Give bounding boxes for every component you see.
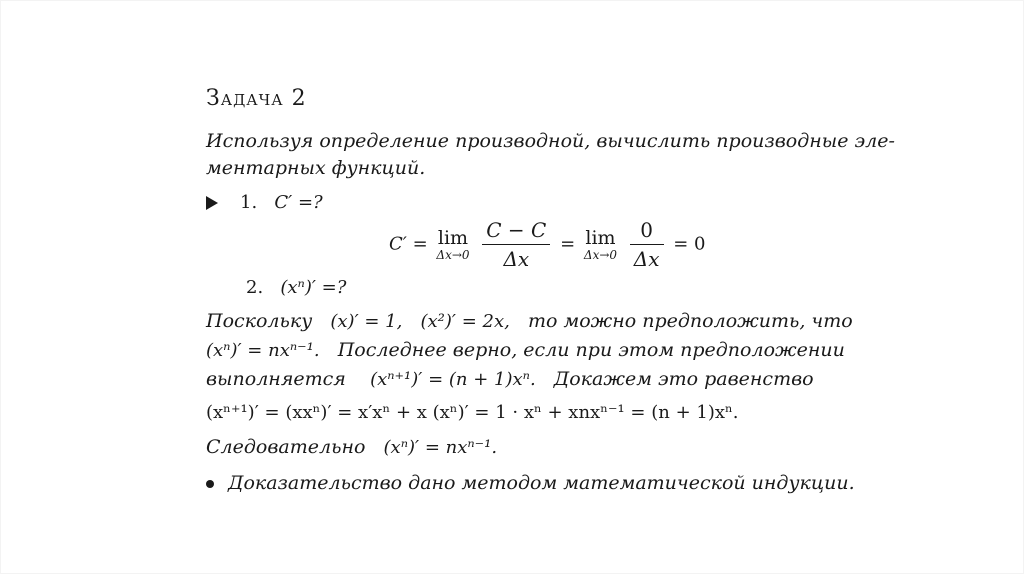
para-l5-math: (xⁿ)′ = nxⁿ⁻¹. <box>383 437 498 458</box>
fraction-1 <box>482 218 550 271</box>
fraction-2 <box>630 218 664 271</box>
fraction-2-denominator: Δx <box>633 247 660 271</box>
para-l3-text-1: выполняется <box>206 368 346 390</box>
task-title: Задача 2 <box>206 86 307 111</box>
item-1-header <box>206 192 323 213</box>
limit-1-sub: Δx→0 <box>436 247 470 262</box>
para-line-2 <box>206 339 845 361</box>
para-line-3 <box>206 368 814 390</box>
intro-line-1: Используя определение производной, вычислить производные эле- <box>206 130 895 152</box>
item-2-header <box>246 277 346 298</box>
bullet-text: Доказательство дано методом математической индукции. <box>228 472 855 494</box>
formula-eq: = <box>560 233 576 255</box>
limit-2-sub: Δx→0 <box>583 247 618 262</box>
formula-result: = 0 <box>673 233 706 255</box>
para-l1-math-1: (x)′ = 1, <box>330 311 403 332</box>
bullet-line <box>206 472 855 494</box>
para-l1-text-2: то можно предположить, что <box>527 310 853 332</box>
formula-lhs: C′ = <box>389 233 428 255</box>
fraction-1-numerator: C − C <box>482 218 550 245</box>
intro-line-2: ментарных функций. <box>206 157 426 179</box>
limit-1-word: lim <box>437 226 469 249</box>
triangle-bullet-icon <box>206 196 218 210</box>
item-1-number: 1. <box>240 192 258 213</box>
fraction-1-denominator: Δx <box>503 247 530 271</box>
para-line-4: (xⁿ⁺¹)′ = (xxⁿ)′ = x′xⁿ + x (xⁿ)′ = 1 · xⁿ + xnxⁿ⁻¹ = (n + 1)xⁿ. <box>206 402 739 423</box>
bullet-dot-icon <box>206 480 214 488</box>
limit-1 <box>436 228 469 262</box>
para-l1-text-1: Поскольку <box>206 310 313 332</box>
item-2-number: 2. <box>246 277 264 298</box>
fraction-2-numerator: 0 <box>630 218 664 245</box>
limit-2-word: lim <box>585 226 616 249</box>
para-line-5 <box>206 436 497 458</box>
para-l2-text: Последнее верно, если при этом предположении <box>337 339 845 361</box>
para-l3-math: (xⁿ⁺¹)′ = (n + 1)xⁿ. <box>370 369 536 390</box>
formula-constant-derivative <box>389 218 706 271</box>
limit-2 <box>584 228 617 262</box>
para-l5-text: Следовательно <box>206 436 366 458</box>
para-l2-math: (xⁿ)′ = nxⁿ⁻¹. <box>206 340 320 361</box>
para-l1-math-2: (x²)′ = 2x, <box>420 311 510 332</box>
para-l3-text-2: Докажем это равенство <box>553 368 814 390</box>
item-2-question: (xⁿ)′ =? <box>280 277 347 298</box>
para-line-1 <box>206 310 853 332</box>
item-1-question: C′ =? <box>274 192 323 213</box>
